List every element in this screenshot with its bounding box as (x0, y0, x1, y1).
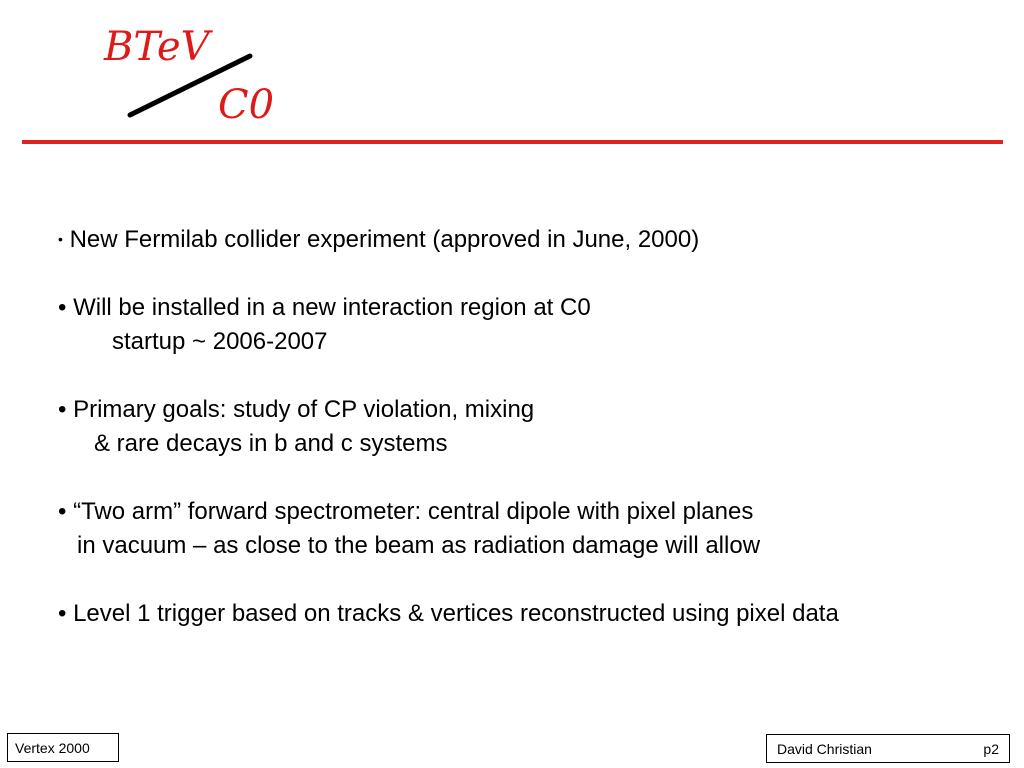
footer-author: David Christian (777, 741, 872, 757)
footer-page-number: p2 (983, 741, 999, 757)
bullet-text-cont: in vacuum – as close to the beam as radiation damage will allow (77, 532, 761, 559)
btev-c0-logo (100, 18, 290, 128)
bullet-text: New Fermilab collider experiment (approved in June, 2000) (69, 226, 700, 253)
bullet-item: • Primary goals: study of CP violation, mixing & rare decays in b and c systems (58, 396, 535, 457)
bullet-text-cont: startup ~ 2006-2007 (112, 328, 328, 355)
bullet-text-cont: & rare decays in b and c systems (94, 430, 448, 457)
bullet-text: Will be installed in a new interaction region at C0 (73, 294, 591, 321)
bullet-text: Primary goals: study of CP violation, mixing (73, 396, 535, 423)
bullet-list (58, 222, 1008, 631)
footer-conference-label: Vertex 2000 (15, 740, 90, 756)
footer-conference (7, 733, 119, 762)
bullet-item: • Will be installed in a new interaction region at C0 startup ~ 2006-2007 (58, 294, 591, 355)
footer-author-page (766, 734, 1010, 763)
title-rule (22, 140, 1003, 144)
bullet-item: • New Fermilab collider experiment (approved in June, 2000) (58, 226, 700, 253)
bullet-item: • Level 1 trigger based on tracks & vertices reconstructed using pixel data (58, 600, 839, 627)
logo-line2: C0 (218, 82, 275, 128)
logo-line1: BTeV (104, 24, 210, 70)
bullet-text: “Two arm” forward spectrometer: central dipole with pixel planes (73, 498, 754, 525)
bullet-item: • “Two arm” forward spectrometer: central dipole with pixel planes in vacuum – as close to the beam as radiation damage will allow (58, 498, 761, 559)
bullet-text: Level 1 trigger based on tracks & vertices reconstructed using pixel data (73, 600, 839, 627)
